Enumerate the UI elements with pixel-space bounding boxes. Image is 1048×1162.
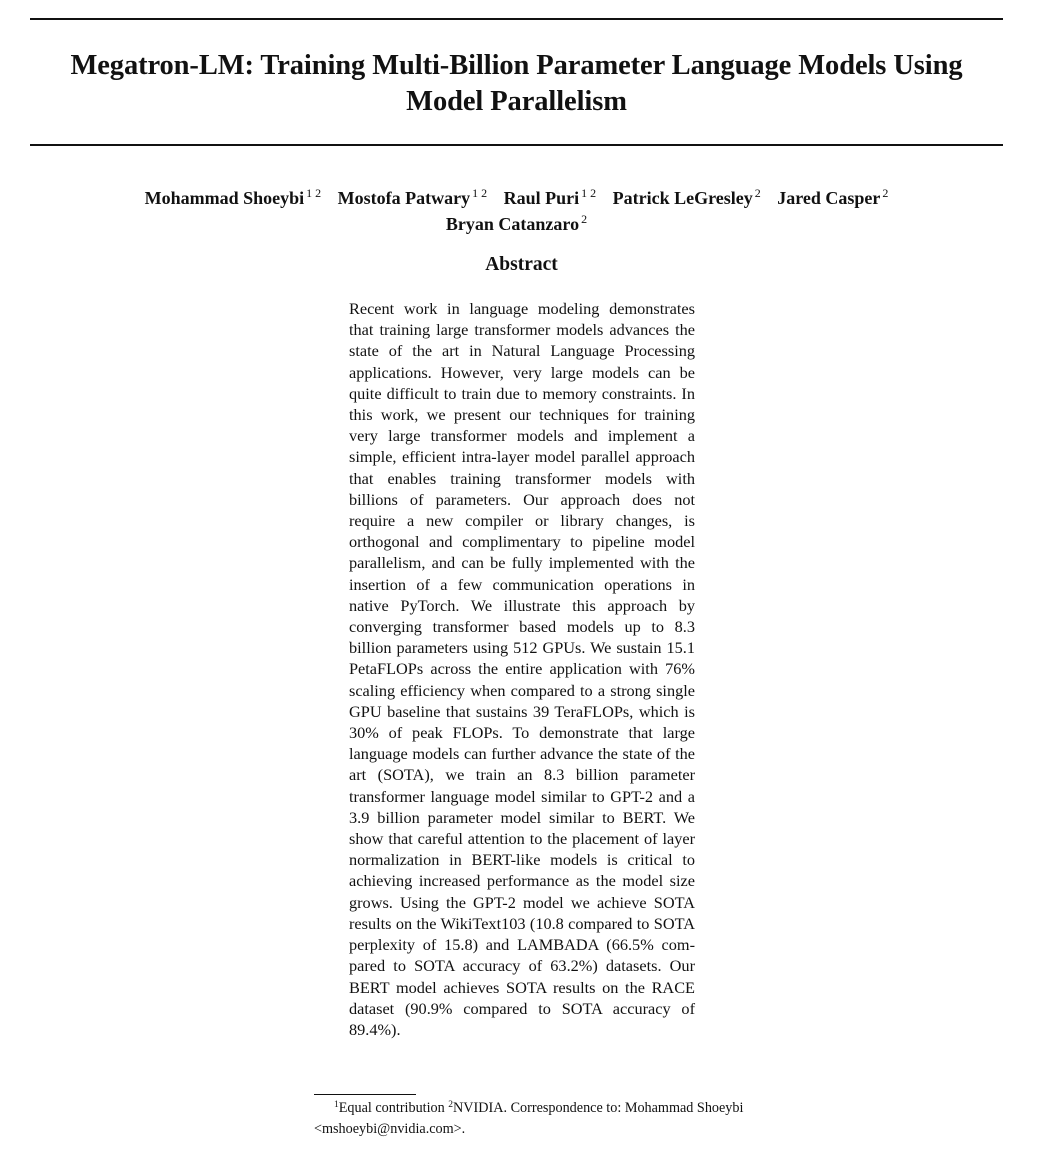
author-name: Mohammad Shoeybi [144,188,305,208]
footnote-text: NVIDIA. Correspondence to: Mohammad Shoeybi <mshoeybi@nvidia.com>. [314,1100,744,1137]
author [613,188,761,208]
author-affiliation: 1 2 [581,186,597,200]
author-name: Raul Puri [503,188,580,208]
author-affiliation: 2 [882,186,889,200]
author-name: Patrick LeGresley [612,188,753,208]
author [777,188,888,208]
abstract-heading: Abstract [485,254,558,275]
footnote-mark: 1 [334,1100,339,1110]
author-name: Bryan Catanzaro [445,214,580,234]
author [504,188,597,208]
author-list [40,186,993,238]
footnote [314,1099,744,1139]
author-affiliation: 1 2 [472,186,488,200]
author [145,188,322,208]
author-name: Mostofa Patwary [337,188,471,208]
author-affiliation: 1 2 [306,186,322,200]
paper-title: Megatron-LM: Training Multi-Billion Parameter Language Models Using Model Parallelism [70,50,963,117]
footnote-rule [314,1094,416,1095]
author [338,188,487,208]
title-top-rule [30,18,1003,20]
author-affiliation: 2 [754,186,761,200]
footnote-text: Equal contribution [338,1100,449,1116]
author-affiliation: 2 [581,212,588,226]
author-name: Jared Casper [777,188,881,208]
author [446,214,587,234]
title-bottom-rule [30,144,1003,146]
footnote-mark: 2 [448,1100,454,1110]
abstract-text: Recent work in language modeling demonstrates that training large transformer models advances the state of the art in Natural Language Processing applications. However, very large models can be quite difficult to train due to memory constraints. In this work, we present our techniques for training very large transformer models and implement a simple, efficient intra-layer model parallel approach that enables training transformer models with billions of parameters. Our approach does not require a new compiler or library changes, is orthogonal and complimentary to pipeline model parallelism, and can be fully implemented with the insertion of a few communication operations in native PyTorch. We illustrate this approach by converging transformer based models up to 8.3 billion parameters using 512 GPUs. We sustain 15.1 PetaFLOPs across the entire application with 76% scaling efficiency when compared to a strong single GPU baseline that sustains 39 TeraFLOPs, which is 30% of peak FLOPs. To demonstrate that large language models can further advance the state of the art (SOTA), we train an 8.3 billion parameter transformer language model similar to GPT-2 and a 3.9 billion parameter model similar to BERT. We show that careful attention to the placement of layer normalization in BERT-like models is critical to achieving increased performance as the model size grows. Using the GPT-2 model we achieve SOTA results on the WikiText103 (10.8 compared to SOTA perplexity of 15.8) and LAMBADA (66.5% compared to SOTA accuracy of 63.2%) datasets. Our BERT model achieves SOTA results on the RACE dataset (90.9% compared to SOTA accuracy of 89.4%). [349,299,695,1039]
